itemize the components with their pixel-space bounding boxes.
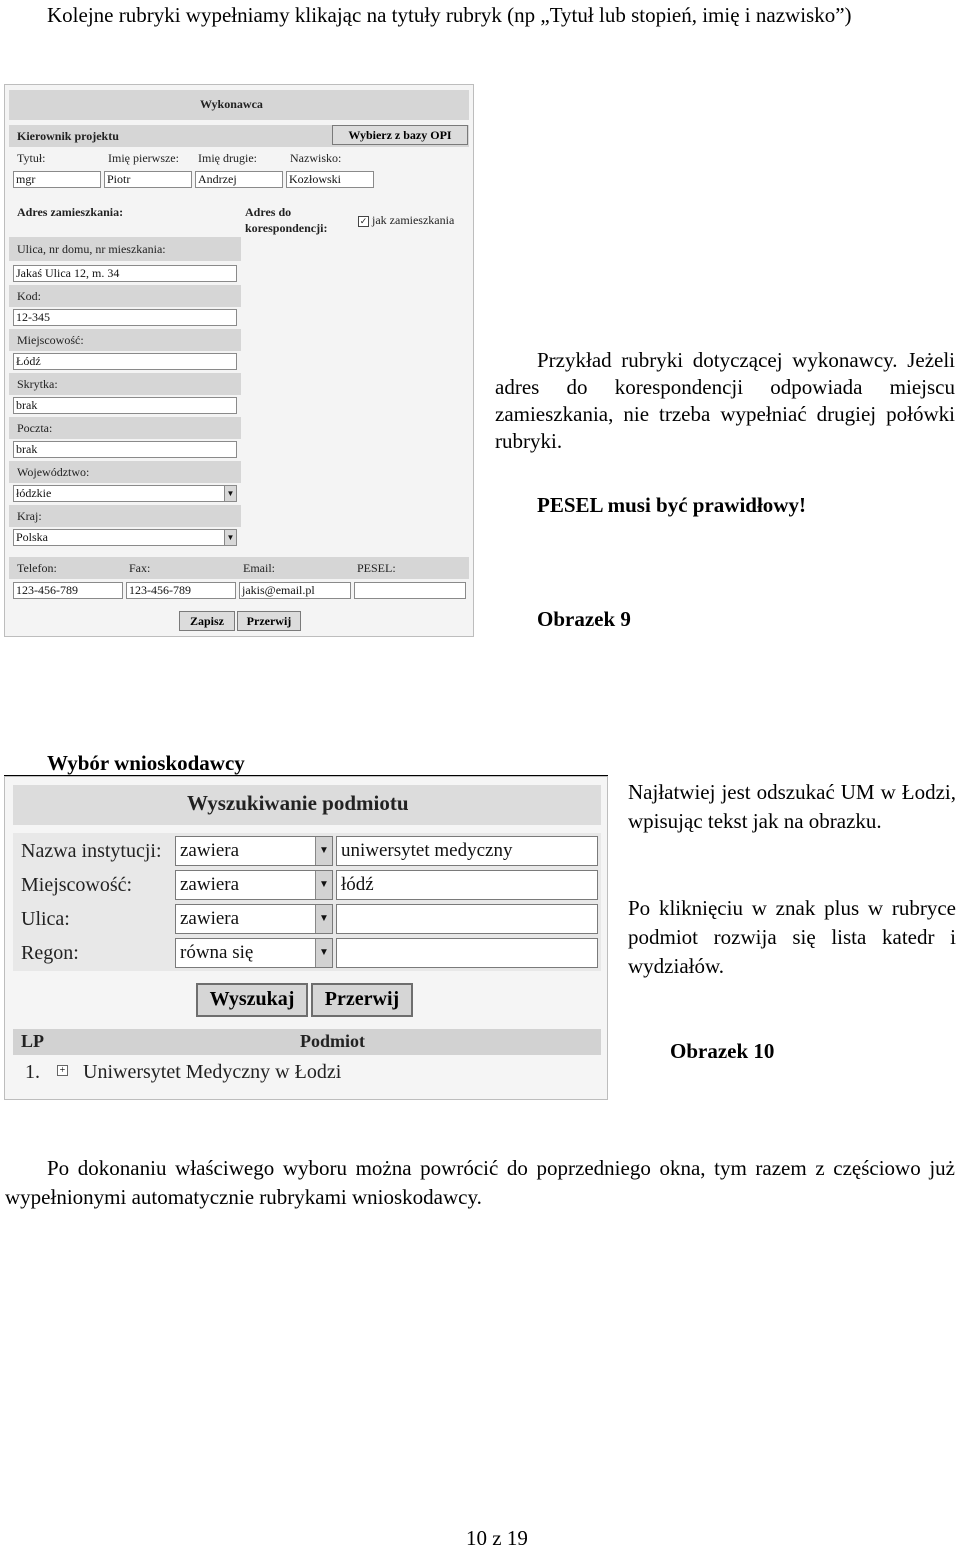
voivodeship-value: łódzkie <box>16 486 52 500</box>
result-lp: 1. <box>25 1061 40 1083</box>
operator-value: zawiera <box>180 874 240 895</box>
closing-paragraph: Po dokonaniu właściwego wyboru można powrócić do poprzedniego okna, tym razem z częściowo już wypełnionymi automatycznie rubrykami wnioskodawcy. <box>5 1156 955 1209</box>
row-label: Regon: <box>21 942 79 964</box>
page-number: 10 z 19 <box>466 1526 528 1550</box>
post-office-label: Poczta: <box>17 421 53 435</box>
country-value: Polska <box>16 530 49 544</box>
figure-9-label: Obrazek 9 <box>537 607 631 631</box>
entity-column-header: Podmiot <box>300 1031 365 1051</box>
cancel-button[interactable]: Przerwij <box>237 611 301 631</box>
dropdown-arrow-icon[interactable]: ▼ <box>315 837 332 865</box>
phone-field[interactable]: 123-456-789 <box>13 582 123 599</box>
result-entity-name[interactable]: Uniwersytet Medyczny w Łodzi <box>83 1061 342 1083</box>
second-name-field[interactable]: Andrzej <box>195 171 283 188</box>
operator-select[interactable] <box>175 870 333 900</box>
phone-label: Telefon: <box>17 561 57 575</box>
entity-search-screenshot <box>4 776 608 1100</box>
pesel-warning: PESEL musi być prawidłowy! <box>537 493 806 517</box>
dropdown-arrow-icon[interactable]: ▼ <box>224 486 236 501</box>
dropdown-arrow-icon[interactable]: ▼ <box>315 939 332 967</box>
fax-label: Fax: <box>129 561 151 575</box>
pobox-label: Skrytka: <box>17 377 58 391</box>
correspondence-address-label[interactable]: Adres do <box>245 205 292 219</box>
operator-value: zawiera <box>180 908 240 929</box>
post-office-field[interactable]: brak <box>13 441 237 458</box>
title-field[interactable]: mgr <box>13 171 101 188</box>
contractor-form-screenshot <box>4 84 474 637</box>
street-field[interactable]: Jakaś Ulica 12, m. 34 <box>13 265 237 282</box>
checkbox-checked-icon[interactable]: ✓ <box>359 215 368 226</box>
street-input[interactable] <box>336 904 598 934</box>
project-manager-title: Kierownik projektu <box>17 129 119 143</box>
search-button[interactable]: Wyszukaj <box>196 983 308 1017</box>
operator-value: równa się <box>180 942 254 963</box>
pobox-field[interactable]: brak <box>13 397 237 414</box>
form-header: Wykonawca <box>200 97 263 111</box>
city-field[interactable]: Łódź <box>13 353 237 370</box>
first-name-field[interactable]: Piotr <box>104 171 192 188</box>
country-label: Kraj: <box>17 509 42 523</box>
figure-10-label: Obrazek 10 <box>670 1039 775 1063</box>
correspondence-address-label-2[interactable]: korespondencji: <box>245 221 328 235</box>
city-input[interactable]: łódź <box>336 870 598 900</box>
operator-select[interactable] <box>175 938 333 968</box>
applicant-section-title: Wybór wnioskodawcy <box>47 751 245 775</box>
choose-from-opi-button[interactable]: Wybierz z bazy OPI <box>332 125 468 145</box>
title-label[interactable]: Tytuł: <box>17 151 46 165</box>
operator-value: zawiera <box>180 840 240 861</box>
last-name-label[interactable]: Nazwisko: <box>290 151 342 165</box>
pesel-field[interactable] <box>354 582 466 599</box>
row-label: Ulica: <box>21 908 70 930</box>
cancel-search-button[interactable]: Przerwij <box>311 983 413 1017</box>
dropdown-arrow-icon[interactable]: ▼ <box>315 871 332 899</box>
dropdown-arrow-icon[interactable]: ▼ <box>315 905 332 933</box>
dropdown-arrow-icon[interactable]: ▼ <box>224 530 236 545</box>
pesel-label: PESEL: <box>357 561 396 575</box>
search-header: Wyszukiwanie podmiotu <box>187 791 409 815</box>
search-caption-1: Najłatwiej jest odszukać UM w Łodzi, wpisując tekst jak na obrazku. <box>628 780 956 833</box>
intro-paragraph: Kolejne rubryki wypełniamy klikając na tytuły rubryk (np „Tytuł lub stopień, imię i nazwisko”) <box>47 3 852 27</box>
city-label: Miejscowość: <box>17 333 84 347</box>
last-name-field[interactable]: Kozłowski <box>286 171 374 188</box>
email-label: Email: <box>243 561 275 575</box>
street-label: Ulica, nr domu, nr mieszkania: <box>17 242 166 256</box>
expand-plus-icon[interactable]: + <box>57 1065 68 1076</box>
second-name-label[interactable]: Imię drugie: <box>198 151 257 165</box>
operator-select[interactable] <box>175 836 333 866</box>
operator-select[interactable] <box>175 904 333 934</box>
contractor-caption: Przykład rubryki dotyczącej wykonawcy. Jeżeli adres do korespondencji odpowiada miejscu zamieszkania, nie trzeba wypełniać drugiej połówki rubryki. <box>495 348 955 453</box>
same-as-residence-checkbox[interactable] <box>358 213 454 228</box>
voivodeship-label: Województwo: <box>17 465 90 479</box>
regon-input[interactable] <box>336 938 598 968</box>
same-as-residence-label: jak zamieszkania <box>372 213 455 227</box>
country-select[interactable] <box>13 529 237 546</box>
institution-name-input[interactable]: uniwersytet medyczny <box>336 836 598 866</box>
fax-field[interactable]: 123-456-789 <box>126 582 236 599</box>
row-label: Nazwa instytucji: <box>21 840 162 862</box>
postal-code-label: Kod: <box>17 289 41 303</box>
search-caption-2: Po kliknięciu w znak plus w rubryce podmiot rozwija się lista katedr i wydziałów. <box>628 896 956 978</box>
first-name-label[interactable]: Imię pierwsze: <box>108 151 179 165</box>
voivodeship-select[interactable] <box>13 485 237 502</box>
row-label: Miejscowość: <box>21 874 133 896</box>
email-field[interactable]: jakis@email.pl <box>239 582 351 599</box>
residence-address-label[interactable]: Adres zamieszkania: <box>17 205 124 219</box>
lp-column-header: LP <box>21 1031 45 1051</box>
postal-code-field[interactable]: 12-345 <box>13 309 237 326</box>
save-button[interactable]: Zapisz <box>179 611 235 631</box>
